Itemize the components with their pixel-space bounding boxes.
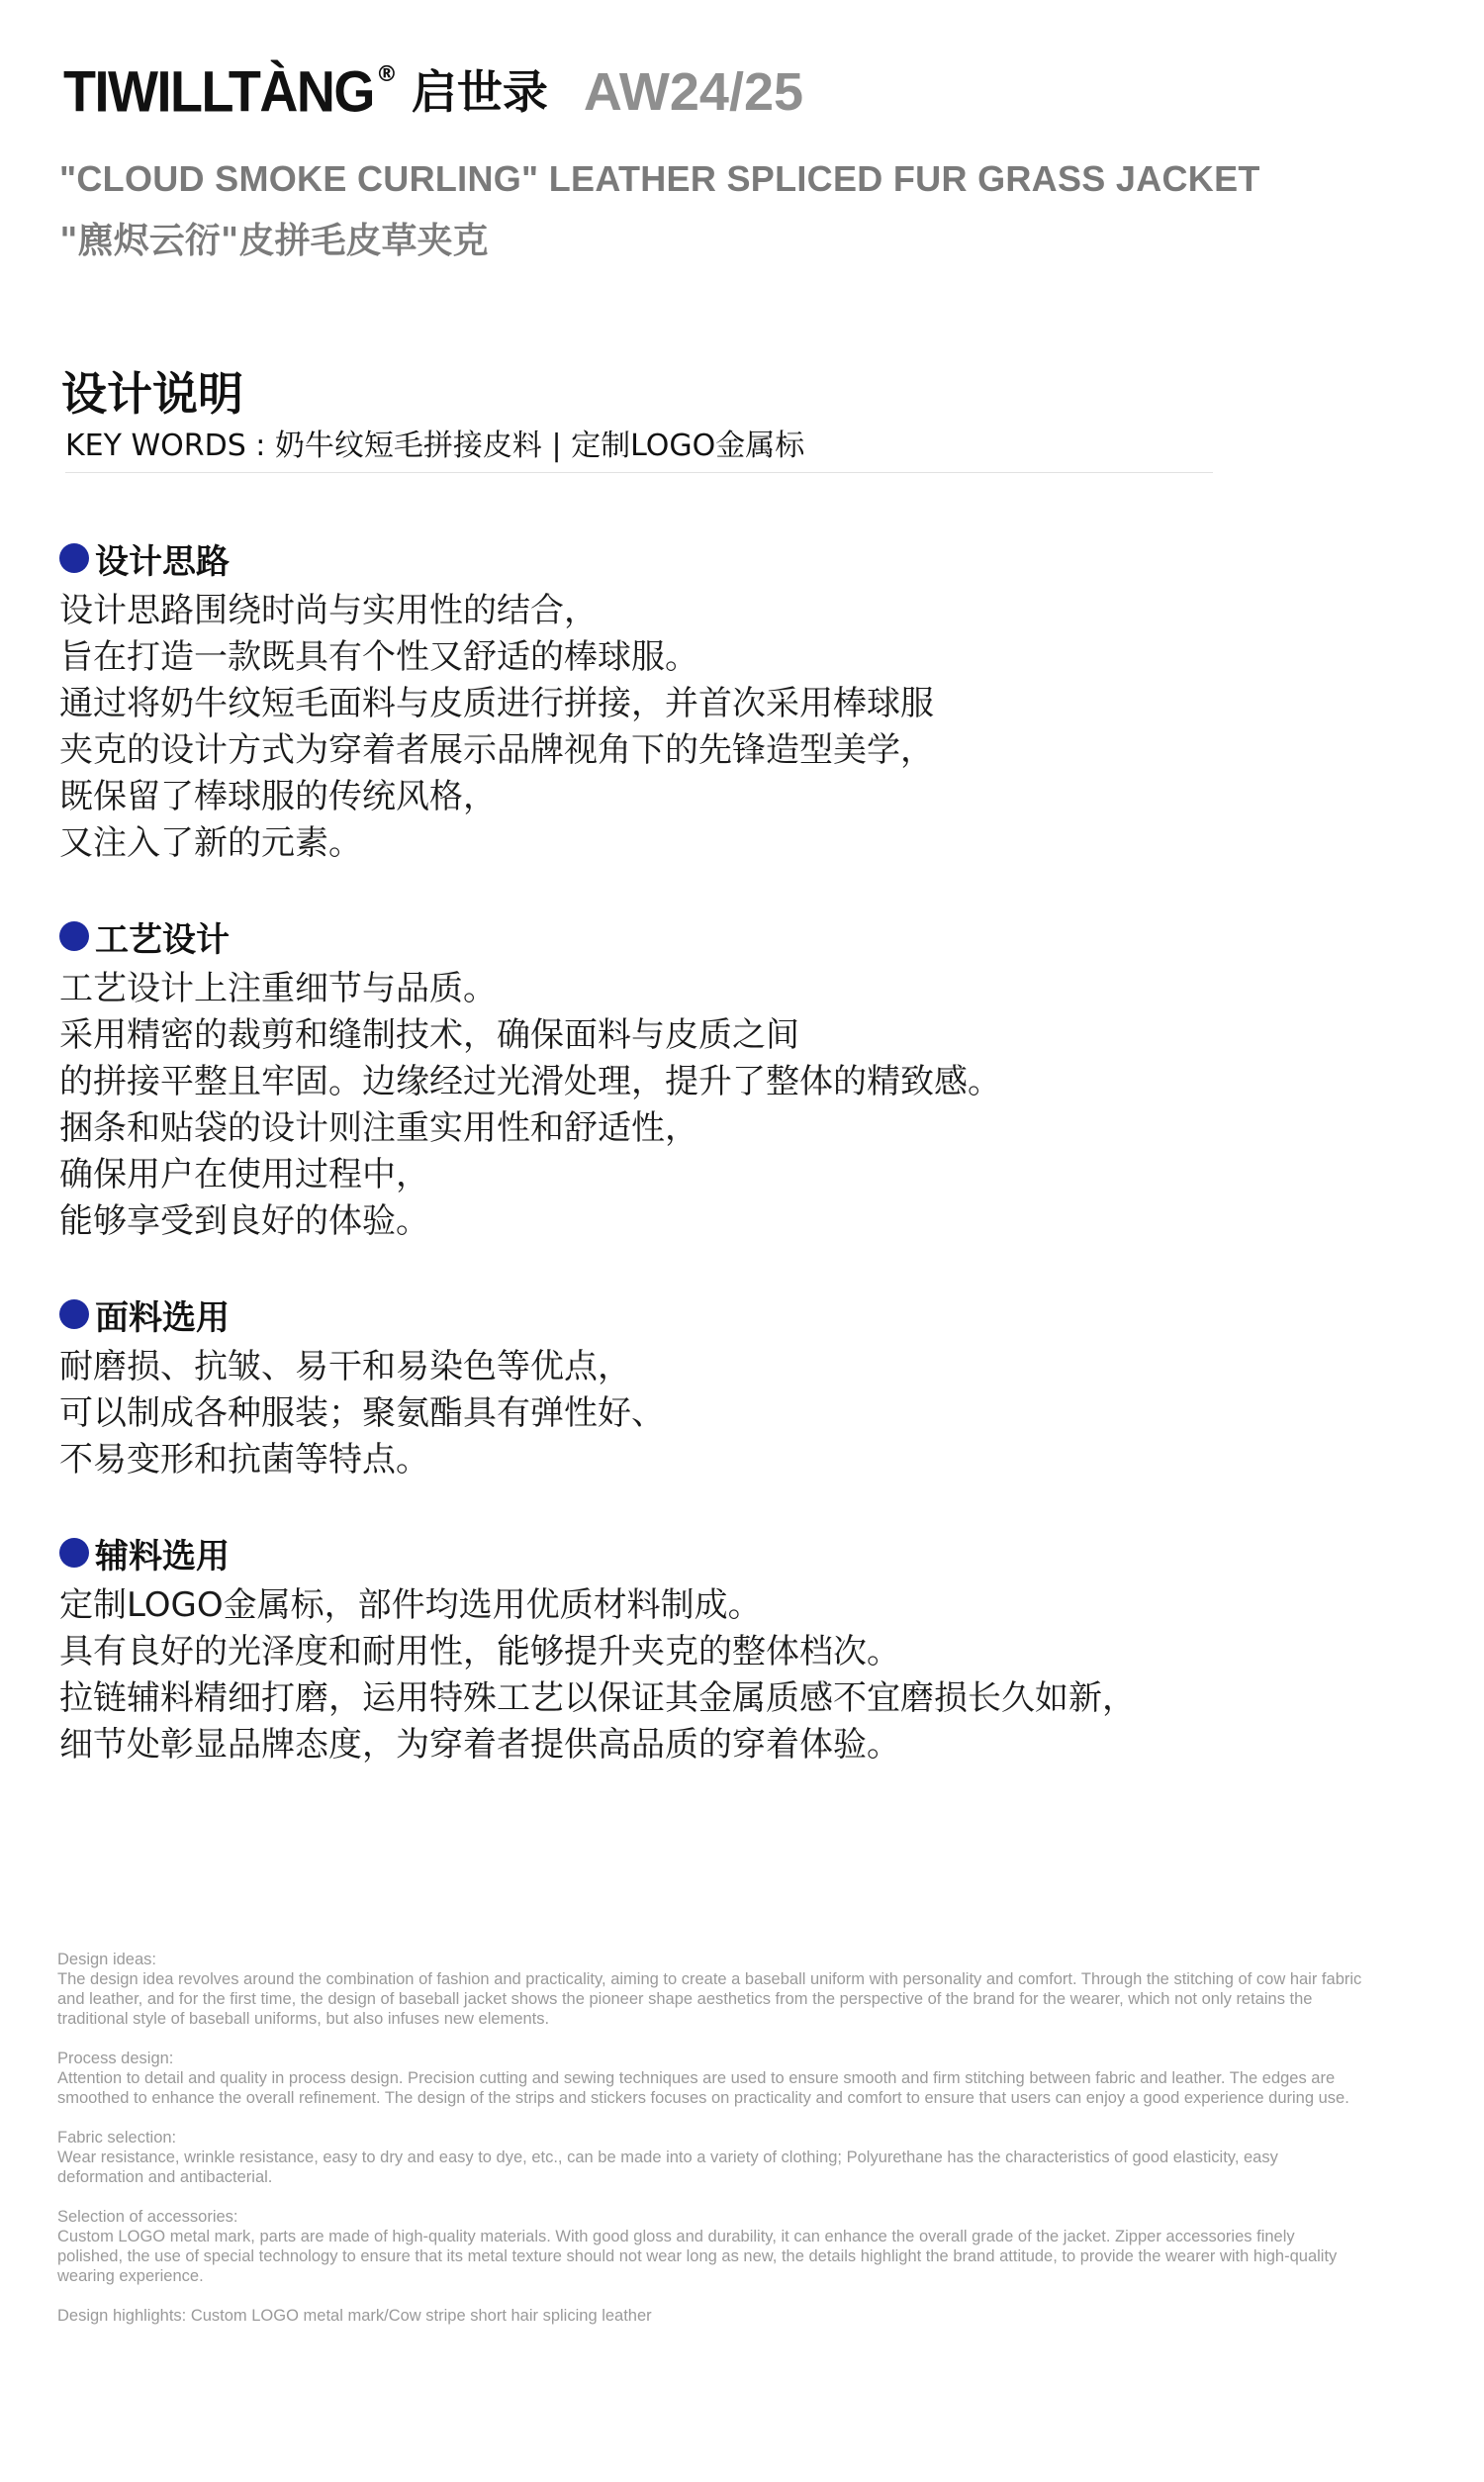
body-line: 夹克的设计方式为穿着者展示品牌视角下的先锋造型美学， [59, 730, 934, 770]
section-title [59, 1290, 665, 1338]
paragraph-title: Process design: [57, 2050, 174, 2067]
english-paragraph [57, 2128, 1363, 2187]
season-label: AW24/25 [583, 62, 804, 122]
body-line: 的拼接平整且牢固。边缘经过光滑处理，提升了整体的精致感。 [59, 1062, 1001, 1101]
english-paragraph [57, 1950, 1363, 2029]
body-line: 不易变形和抗菌等特点。 [59, 1440, 429, 1480]
section-process-design [59, 912, 1001, 1245]
paragraph-title: Design ideas: [57, 1951, 156, 1968]
design-description-heading: 设计说明 [61, 367, 243, 421]
section-body [59, 588, 934, 867]
body-line: 捆条和贴袋的设计则注重实用性和舒适性， [59, 1108, 698, 1148]
paragraph-title: Selection of accessories: [57, 2208, 238, 2226]
body-line: 通过将奶牛纹短毛面料与皮质进行拼接，并首次采用棒球服 [59, 684, 934, 723]
section-design-idea [59, 534, 934, 867]
body-line: 可以制成各种服装；聚氨酯具有弹性好、 [59, 1393, 665, 1433]
section-body [59, 1582, 1136, 1768]
body-line: 又注入了新的元素。 [59, 823, 362, 863]
body-line: 定制LOGO金属标，部件均选用优质材料制成。 [59, 1585, 762, 1625]
body-line: 设计思路围绕时尚与实用性的结合， [59, 591, 598, 630]
paragraph-text: Custom LOGO metal mark, parts are made of high-quality materials. With good gloss and durability, it can enhance the overall grade of the jacket. Zipper accessories finely polished, the use of special technology to ensure that its metal texture should not wear long as new, the details highlight the brand attitude, to provide the wearer with high-quality wearing experience. [57, 2228, 1338, 2285]
section-title-text: 面料选用 [95, 1297, 230, 1338]
section-title [59, 1529, 1136, 1576]
section-fabric-selection [59, 1290, 665, 1483]
english-paragraph [57, 2049, 1363, 2108]
body-line: 能够享受到良好的体验。 [59, 1201, 429, 1241]
body-line: 具有良好的光泽度和耐用性，能够提升夹克的整体档次。 [59, 1632, 900, 1671]
brand-chinese-name: 启世录 [411, 65, 548, 119]
brand-header [63, 57, 803, 127]
bullet-dot-icon [59, 1538, 89, 1568]
section-title-text: 工艺设计 [95, 919, 230, 960]
body-line: 耐磨损、抗皱、易干和易染色等优点， [59, 1347, 631, 1386]
section-accessories-selection [59, 1529, 1136, 1768]
body-line: 采用精密的裁剪和缝制技术，确保面料与皮质之间 [59, 1015, 799, 1055]
section-body [59, 1344, 665, 1483]
section-title [59, 534, 934, 582]
product-title-chinese: "麃烬云衍"皮拼毛皮草夹克 [59, 221, 489, 261]
body-line: 拉链辅料精细打磨，运用特殊工艺以保证其金属质感不宜磨损长久如新， [59, 1678, 1136, 1718]
keywords-line: KEY WORDS : 奶牛纹短毛拼接皮料 | 定制LOGO金属标 [65, 421, 1213, 473]
paragraph-text: Wear resistance, wrinkle resistance, easy to dry and easy to dye, etc., can be made into a variety of clothing; Polyurethane has the characteristics of good elasticity, easy deformation and antibacterial. [57, 2148, 1278, 2186]
section-title-text: 辅料选用 [95, 1536, 230, 1576]
body-line: 确保用户在使用过程中， [59, 1155, 429, 1194]
english-paragraph [57, 2207, 1363, 2286]
bullet-dot-icon [59, 1299, 89, 1329]
section-title-text: 设计思路 [95, 541, 230, 582]
paragraph-text: Attention to detail and quality in process design. Precision cutting and sewing techniques are used to ensure smooth and firm stitching between fabric and leather. The edges are smoothed to enhance the overall refinement. The design of the strips and stickers focuses on practicality and comfort to ensure that users can enjoy a good experience during use. [57, 2069, 1349, 2107]
section-body [59, 966, 1001, 1245]
brand-logo-text: TIWILLTÀNG [63, 59, 374, 125]
bullet-dot-icon [59, 921, 89, 951]
body-line: 细节处彰显品牌态度，为穿着者提供高品质的穿着体验。 [59, 1725, 900, 1765]
product-title-english: "CLOUD SMOKE CURLING" LEATHER SPLICED FUR GRASS JACKET [59, 158, 1260, 199]
body-line: 既保留了棒球服的传统风格， [59, 777, 497, 816]
body-line: 旨在打造一款既具有个性又舒适的棒球服。 [59, 637, 698, 677]
registered-mark: ® [375, 61, 398, 87]
body-line: 工艺设计上注重细节与品质。 [59, 969, 497, 1008]
paragraph-text: The design idea revolves around the combination of fashion and practicality, aiming to create a baseball uniform with personality and comfort. Through the stitching of cow hair fabric and leather, and for the first time, the design of baseball jacket shows the pioneer shape aesthetics from the perspective of the brand for the wearer, which not only retains the traditional style of baseball uniforms, but also infuses new elements. [57, 1970, 1362, 2028]
paragraph-title: Fabric selection: [57, 2129, 177, 2147]
bullet-dot-icon [59, 543, 89, 573]
design-highlights: Design highlights: Custom LOGO metal mark/Cow stripe short hair splicing leather [57, 2307, 652, 2325]
english-description [57, 1950, 1363, 2345]
section-title [59, 912, 1001, 960]
